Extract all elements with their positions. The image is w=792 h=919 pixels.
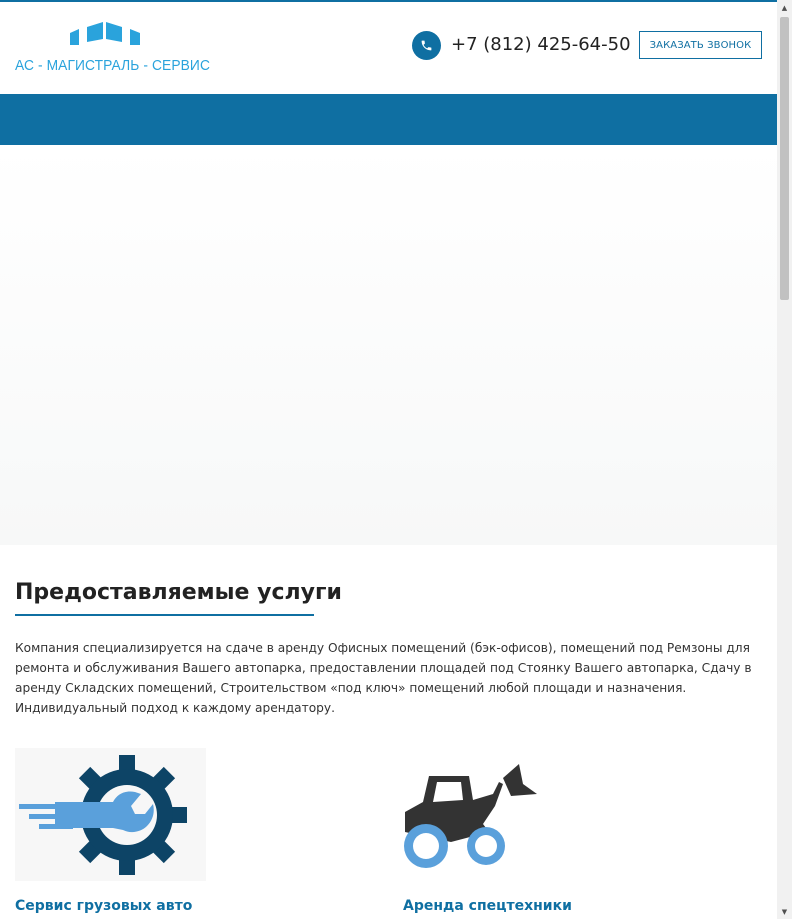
logo-roof-icon [69,20,143,50]
service-title-rental[interactable]: Аренда спецтехники [403,898,572,914]
title-underline [15,614,314,616]
services-intro-text: Компания специализируется на сдаче в аренду Офисных помещений (бэк-офисов), помещений под Ремзоны для ремонта и обслуживания Вашего автопарка, предоставлении площадей под Стоянку Вашего автопарка, Сдачу в аренду Складских помещений, Строительством «под ключ» помещений любой площади и назначения. Индивидуальный подход к каждому арендатору. [15,641,752,715]
service-rental-image[interactable] [403,760,543,870]
scroll-up-icon[interactable]: ▲ [781,3,788,12]
site-header [0,2,777,94]
service-truck-image[interactable] [15,748,206,881]
tractor-loader-icon [403,760,543,870]
callback-button[interactable]: ЗАКАЗАТЬ ЗВОНОК [639,31,762,59]
scroll-down-icon[interactable]: ▼ [781,907,788,916]
phone-icon [412,31,441,60]
service-title-trucks[interactable]: Сервис грузовых авто [15,898,193,914]
gear-wrench-icon [15,748,206,881]
logo-text: АС - МАГИСТРАЛЬ - СЕРВИС [15,57,210,74]
scrollbar-thumb[interactable] [780,17,789,300]
hero-banner [0,145,777,545]
site-logo[interactable] [15,20,210,80]
main-navbar [0,94,777,145]
services-section-title: Предоставляемые услуги [15,580,342,605]
phone-number[interactable]: +7 (812) 425-64-50 [451,34,631,55]
